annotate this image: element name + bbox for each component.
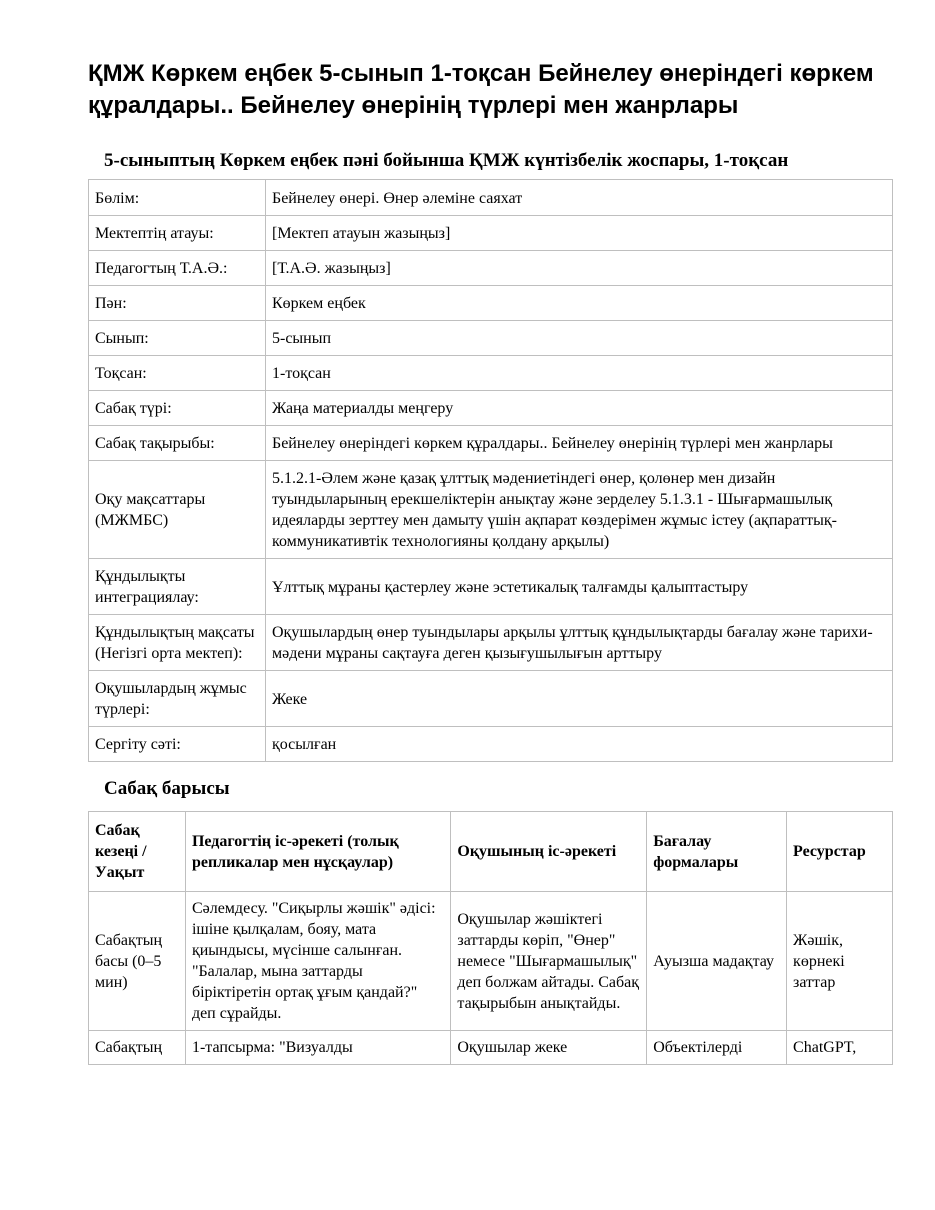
document-title: ҚМЖ Көркем еңбек 5-сынып 1-тоқсан Бейнелеу өнеріндегі көркем құралдары.. Бейнелеу өнерінің түрлері мен жанрлары xyxy=(88,60,874,119)
table-cell: Сабақтың басы (0–5 мин) xyxy=(89,892,186,1031)
info-key: Құндылықтың мақсаты (Негізгі орта мектеп): xyxy=(89,615,266,671)
table-cell: Оқушылар жеке xyxy=(451,1031,647,1065)
column-header: Оқушының іс-әрекеті xyxy=(451,812,647,892)
info-key: Сабақ түрі: xyxy=(89,391,266,426)
table-row xyxy=(89,216,893,251)
info-table xyxy=(88,179,893,762)
table-row xyxy=(89,892,893,1031)
info-key: Мектептің атауы: xyxy=(89,216,266,251)
column-header: Сабақ кезеңі / Уақыт xyxy=(89,812,186,892)
info-key: Құндылықты интеграциялау: xyxy=(89,559,266,615)
info-value: Жаңа материалды меңгеру xyxy=(266,391,893,426)
info-value: 5-сынып xyxy=(266,321,893,356)
column-header: Бағалау формалары xyxy=(647,812,787,892)
table-row xyxy=(89,180,893,216)
info-key: Сергіту сәті: xyxy=(89,727,266,762)
document-page xyxy=(88,58,893,1065)
table-row xyxy=(89,286,893,321)
table-row xyxy=(89,1031,893,1065)
table-row xyxy=(89,391,893,426)
table-cell: Жәшік, көрнекі заттар xyxy=(787,892,893,1031)
column-header: Ресурстар xyxy=(787,812,893,892)
info-value: [Т.А.Ә. жазыңыз] xyxy=(266,251,893,286)
table-row xyxy=(89,251,893,286)
table-cell: Сәлемдесу. "Сиқырлы жәшік" әдісі: ішіне қылқалам, бояу, мата қиындысы, мүсінше салынған. "Балалар, мына заттарды біріктіретін ортақ ұғым қандай?" деп сұрайды. xyxy=(185,892,450,1031)
table-cell: ChatGPT, xyxy=(787,1031,893,1065)
info-value: Бейнелеу өнері. Өнер әлеміне саяхат xyxy=(266,180,893,216)
table-row xyxy=(89,559,893,615)
table-row xyxy=(89,461,893,559)
table-cell: Сабақтың xyxy=(89,1031,186,1065)
info-key: Бөлім: xyxy=(89,180,266,216)
info-value: 5.1.2.1-Әлем және қазақ ұлттық мәдениетіндегі өнер, қолөнер мен дизайн туындыларының ерекшеліктерін анықтау және зерделеу 5.1.3.1 - Шығармашылық идеяларды зерттеу мен дамыту үшін ақпарат көздерімен жұмыс істеу (ақпараттық-коммуникативтік технологияны қолдану арқылы) xyxy=(266,461,893,559)
table-header-row xyxy=(89,812,893,892)
info-key: Оқу мақсаттары (МЖМБС) xyxy=(89,461,266,559)
table-row xyxy=(89,671,893,727)
table-cell: Объектілерді xyxy=(647,1031,787,1065)
info-value: Оқушылардың өнер туындылары арқылы ұлттық құндылықтарды бағалау және тарихи-мәдени мұраны сақтауға деген қызығушылығын арттыру xyxy=(266,615,893,671)
info-value: қосылған xyxy=(266,727,893,762)
lesson-table xyxy=(88,811,893,1065)
info-key: Сынып: xyxy=(89,321,266,356)
table-cell: Оқушылар жәшіктегі заттарды көріп, "Өнер" немесе "Шығармашылық" деп болжам айтады. Сабақ тақырыбын анықтайды. xyxy=(451,892,647,1031)
info-value: 1-тоқсан xyxy=(266,356,893,391)
table-row xyxy=(89,727,893,762)
info-key: Оқушылардың жұмыс түрлері: xyxy=(89,671,266,727)
info-value: Ұлттық мұраны қастерлеу және эстетикалық талғамды қалыптастыру xyxy=(266,559,893,615)
info-value: Бейнелеу өнеріндегі көркем құралдары.. Бейнелеу өнерінің түрлері мен жанрлары xyxy=(266,426,893,461)
info-value: Көркем еңбек xyxy=(266,286,893,321)
info-key: Педагогтың Т.А.Ә.: xyxy=(89,251,266,286)
plan-subtitle: 5-сыныптың Көркем еңбек пәні бойынша ҚМЖ күнтізбелік жоспары, 1-тоқсан xyxy=(104,150,789,171)
table-row xyxy=(89,426,893,461)
table-row xyxy=(89,615,893,671)
table-row xyxy=(89,321,893,356)
info-value: Жеке xyxy=(266,671,893,727)
info-key: Тоқсан: xyxy=(89,356,266,391)
table-cell: Ауызша мадақтау xyxy=(647,892,787,1031)
info-key: Пән: xyxy=(89,286,266,321)
column-header: Педагогтің іс-әрекеті (толық репликалар мен нұсқаулар) xyxy=(185,812,450,892)
info-key: Сабақ тақырыбы: xyxy=(89,426,266,461)
table-row xyxy=(89,356,893,391)
table-cell: 1-тапсырма: "Визуалды xyxy=(185,1031,450,1065)
info-value: [Мектеп атауын жазыңыз] xyxy=(266,216,893,251)
section-title: Сабақ барысы xyxy=(104,778,230,799)
